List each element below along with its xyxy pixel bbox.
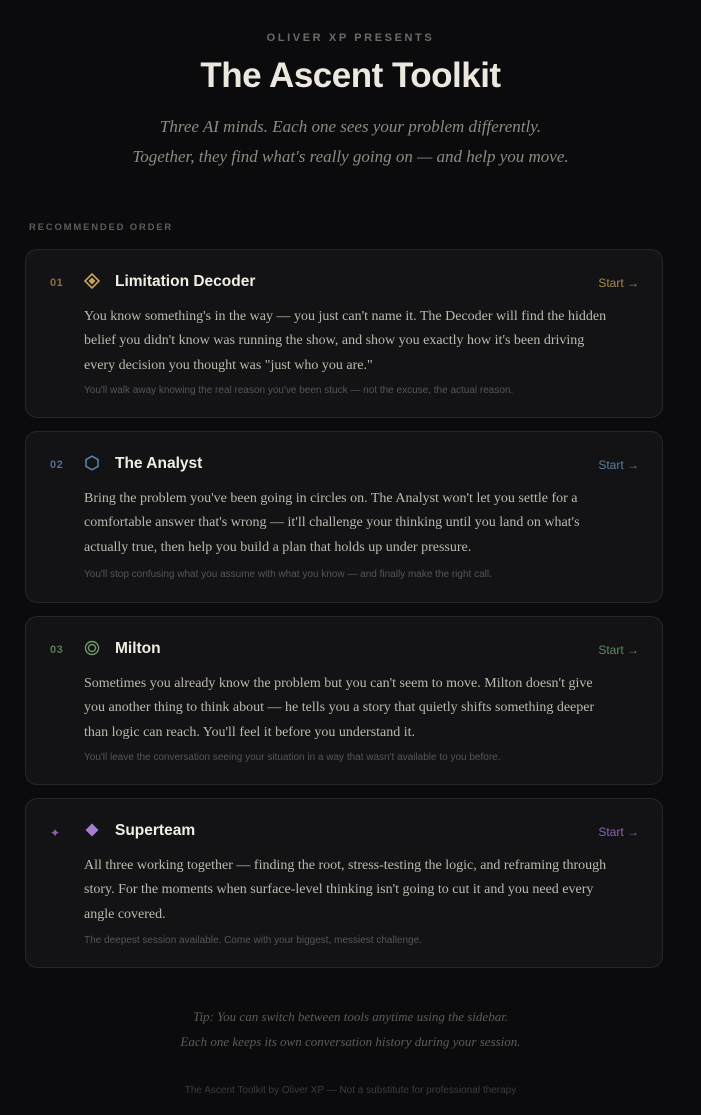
start-button-milton[interactable]: Start → bbox=[598, 643, 639, 657]
card-outcome-note: The deepest session available. Come with your biggest, messiest challenge. bbox=[84, 935, 422, 946]
card-description bbox=[84, 854, 644, 927]
description-line: angle covered. bbox=[84, 906, 166, 922]
start-button-the-analyst[interactable]: Start → bbox=[598, 458, 639, 472]
description-line: actually true, then help you build a plan that holds up under pressure. bbox=[84, 539, 472, 555]
start-button-limitation-decoder[interactable]: Start → bbox=[598, 276, 639, 290]
card-description bbox=[84, 305, 644, 378]
presents-label: OLIVER XP PRESENTS bbox=[266, 32, 435, 44]
description-line: All three working together — finding the root, stress-testing the logic, and reframing through bbox=[84, 858, 607, 873]
card-number: 02 bbox=[50, 459, 64, 471]
sparkle-icon: ✦ bbox=[50, 826, 61, 840]
card-outcome-note: You'll walk away knowing the real reason you've been stuck — not the excuse, the actual reason. bbox=[84, 385, 514, 396]
subtitle-line-2: Together, they find what's really going on — and help you move. bbox=[132, 147, 569, 166]
page-title: The Ascent Toolkit bbox=[200, 56, 501, 95]
hexagon-icon bbox=[84, 455, 102, 473]
subtitle-line-1: Three AI minds. Each one sees your problem differently. bbox=[159, 117, 542, 136]
card-title: Milton bbox=[115, 640, 161, 657]
description-line: comfortable answer that's wrong — it'll challenge your thinking until you land on what's bbox=[84, 515, 580, 531]
tool-card-limitation-decoder bbox=[25, 249, 663, 418]
card-outcome-note: You'll leave the conversation seeing your situation in a way that wasn't available to you before. bbox=[84, 752, 501, 763]
concentric-circles-icon bbox=[84, 640, 102, 658]
tool-card-superteam bbox=[25, 798, 663, 968]
description-line: than logic can reach. You'll feel it before you understand it. bbox=[84, 724, 416, 740]
card-description bbox=[84, 672, 644, 745]
start-button-superteam[interactable]: Start → bbox=[598, 825, 639, 839]
section-label: RECOMMENDED ORDER bbox=[29, 222, 174, 233]
card-number: 03 bbox=[50, 644, 64, 656]
card-outcome-note: You'll stop confusing what you assume with what you know — and finally make the right call. bbox=[84, 569, 492, 580]
footer: The Ascent Toolkit by Oliver XP — Not a substitute for professional therapy bbox=[184, 1085, 517, 1096]
description-line: Sometimes you already know the problem but you can't seem to move. Milton doesn't give bbox=[84, 676, 593, 691]
tip-line-2: Each one keeps its own conversation history during your session. bbox=[180, 1034, 521, 1049]
card-title: Superteam bbox=[115, 822, 196, 839]
description-line: belief you didn't know was running the show, and show you exactly how it's been driving bbox=[84, 333, 585, 349]
card-description bbox=[84, 487, 644, 560]
description-line: Bring the problem you've been going in circles on. The Analyst won't let you settle for a bbox=[84, 491, 578, 506]
card-title: The Analyst bbox=[115, 455, 203, 472]
description-line: story. For the moments when surface-level thinking isn't going to cut it and you need every bbox=[84, 882, 594, 898]
description-line: You know something's in the way — you just can't name it. The Decoder will find the hidden bbox=[84, 309, 607, 324]
diamond-icon bbox=[84, 273, 102, 291]
tool-card-the-analyst bbox=[25, 431, 663, 603]
description-line: every decision you thought was "just who you are." bbox=[84, 357, 373, 373]
card-title: Limitation Decoder bbox=[115, 273, 256, 290]
description-line: you another thing to think about — he tells you a story that quietly shifts something deeper bbox=[84, 700, 595, 716]
purple-diamond-icon bbox=[84, 822, 102, 840]
tip-line-1: Tip: You can switch between tools anytime using the sidebar. bbox=[192, 1009, 509, 1024]
tool-card-milton bbox=[25, 616, 663, 785]
card-number: 01 bbox=[50, 277, 64, 289]
